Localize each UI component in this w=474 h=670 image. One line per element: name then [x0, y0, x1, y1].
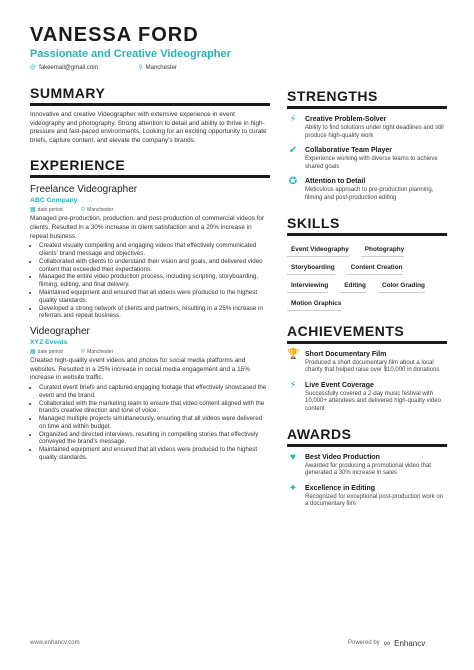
contact-info	[30, 64, 270, 71]
checkmark-icon: ✔	[288, 145, 298, 157]
job-description: Created high-quality event videos and photos for social media platforms and websites. Resulted in a 25% increase in social media engagement and a 15% increase in website traffic.	[30, 357, 250, 382]
powered-by-text: Powered by	[348, 640, 380, 646]
award-title: Best Video Production	[305, 453, 380, 461]
at-icon: @	[30, 64, 37, 71]
list-item: • Maintained equipment and ensured that all videos were produced to the highest quality standards.	[39, 289, 270, 305]
job-role: Videographer	[30, 326, 90, 338]
achievements-section	[287, 323, 447, 414]
strength-item	[287, 146, 447, 171]
strengths-section	[287, 88, 447, 203]
strength-desc: Ability to find solutions under tight deadlines and still produce high-quality work	[305, 125, 444, 139]
strength-desc: Experience working with diverse teams to achieve shared goals	[305, 156, 438, 170]
location-pin-icon: ⚲	[138, 65, 143, 71]
enhancv-logo-icon: ∞	[383, 638, 391, 648]
award-item	[287, 484, 447, 509]
award-item	[287, 453, 447, 478]
location-contact	[138, 64, 177, 71]
achievement-title: Short Documentary Film	[305, 350, 387, 358]
location-pin-icon: ⚲	[80, 207, 86, 214]
job-location: ⚲ Manchester	[80, 348, 114, 356]
job-entry	[30, 326, 270, 462]
skill-tag: Event Videography	[287, 243, 349, 257]
strength-item	[287, 177, 447, 202]
achievement-item	[287, 381, 447, 414]
enhancv-brand-text: Enhancv	[394, 638, 426, 648]
award-desc: Recognized for exceptional post-production work on a documentary film	[305, 493, 444, 508]
summary-text: Innovative and creative Videographer with extensive experience in event videography and photography. Strong attention to detail and ability to thrive in high-pressure and fast-paced environments. Looking for an exciting opportunity to curate briefs, capture content, and elevate the company's brands.	[30, 111, 267, 144]
list-item: • Maintained equipment and ensured that all videos were produced to the highest quality standards.	[39, 446, 270, 462]
skill-tag: Storyboarding	[287, 261, 335, 275]
strength-title: Attention to Detail	[305, 178, 366, 186]
job-bullets	[30, 242, 270, 320]
job-description: Managed pre-production, production, and post-production of commercial videos for clients. Resulted in a 30% increase in client satisfaction and a 20% increase in repeat business.	[30, 215, 265, 240]
awards-section	[287, 426, 447, 509]
strength-title: Creative Problem-Solver	[305, 116, 387, 123]
list-item: • Collaborated with the marketing team to ensure that video content aligned with the brand's creative direction and tone of voice.	[39, 400, 270, 416]
skills-list	[287, 239, 447, 311]
skill-tag: Color Grading	[378, 279, 425, 293]
awards-heading: AWARDS	[287, 426, 447, 447]
calendar-icon: ▦	[30, 207, 36, 214]
calendar-icon: ▦	[30, 349, 36, 356]
award-desc: Awarded for producing a promotional video that generated a 30% increase in sales	[305, 462, 431, 477]
experience-section	[30, 157, 270, 462]
skill-tag: Photography	[361, 243, 404, 257]
job-company: XYZ Events	[30, 339, 68, 347]
skills-heading: SKILLS	[287, 215, 447, 236]
job-company: ABC Company	[30, 197, 78, 205]
achievement-item	[287, 350, 447, 375]
summary-heading: SUMMARY	[30, 85, 270, 106]
strength-title: Collaborative Team Player	[305, 147, 393, 155]
list-item: • Curated event briefs and captured engaging footage that effectively showcased the event and the brand.	[39, 384, 270, 400]
list-item: • Managed the entire video production process, including scripting, storyboarding, filming, editing, and final delivery.	[39, 273, 270, 289]
right-column	[287, 88, 447, 509]
list-item: • Organized and directed interviews, resulting in compelling stories that effectively conveyed the brand's message.	[39, 431, 270, 447]
email-text: fakeemail@gmail.com	[39, 64, 99, 71]
list-item: • Developed a strong network of clients and partners, resulting in a 25% increase in referrals and repeat business.	[39, 305, 270, 321]
job-meta	[30, 206, 270, 213]
skill-tag: Interviewing	[287, 279, 328, 293]
email-contact[interactable]	[30, 64, 98, 71]
heart-icon: ♥	[290, 451, 296, 463]
footer-branding	[348, 638, 425, 648]
candidate-title: Passionate and Creative Videographer	[30, 48, 231, 60]
list-item: • Created visually compelling and engaging videos that effectively communicated clients' brand message and objectives.	[39, 242, 270, 258]
skills-section	[287, 215, 447, 311]
skill-tag: Content Creation	[347, 261, 403, 275]
summary-section	[30, 85, 270, 145]
award-icon: ✪	[288, 176, 298, 188]
list-item: • Collaborated with clients to understand their vision and goals, and delivered video content that exceeded their expectations.	[39, 258, 270, 274]
strength-item	[287, 115, 447, 140]
strength-desc: Meticulous approach to pre-production planning, filming and post-production editing	[305, 187, 434, 201]
location-pin-icon: ⚲	[80, 349, 86, 356]
trophy-icon: 🏆	[287, 348, 300, 360]
magic-wand-icon: ✦	[288, 482, 298, 494]
award-title: Excellence in Editing	[305, 484, 376, 492]
job-entry	[30, 184, 270, 320]
lightning-icon: ⚡	[289, 114, 297, 125]
job-location: ⚲ Manchester	[80, 206, 114, 214]
skill-tag: Motion Graphics	[287, 297, 341, 311]
footer-website[interactable]: www.enhancv.com	[30, 640, 80, 646]
achievement-desc: Produced a short documentary film about a local charity that helped raise over $10,000 in donations	[305, 359, 440, 374]
left-column	[30, 24, 270, 462]
job-date: ▦ date period	[30, 348, 63, 356]
achievements-heading: ACHIEVEMENTS	[287, 323, 447, 344]
job-role: Freelance Videographer	[30, 184, 138, 196]
experience-heading: EXPERIENCE	[30, 157, 270, 178]
location-text: Manchester	[145, 64, 177, 71]
job-bullets	[30, 384, 270, 462]
list-item: • Managed multiple projects simultaneously, ensuring that all videos were delivered on time and within budget.	[39, 415, 270, 431]
achievement-desc: Successfully covered a 2-day music festival with 10,000+ attendees and delivered high-quality video content	[305, 390, 441, 412]
candidate-name: VANESSA FORD	[30, 24, 199, 46]
lightning-icon: ⚡	[289, 379, 297, 391]
job-meta	[30, 348, 270, 355]
skill-tag: Editing	[340, 279, 366, 293]
job-date: ▦ date period	[30, 206, 63, 214]
achievement-title: Live Event Coverage	[305, 381, 374, 389]
strengths-heading: STRENGTHS	[287, 88, 447, 109]
